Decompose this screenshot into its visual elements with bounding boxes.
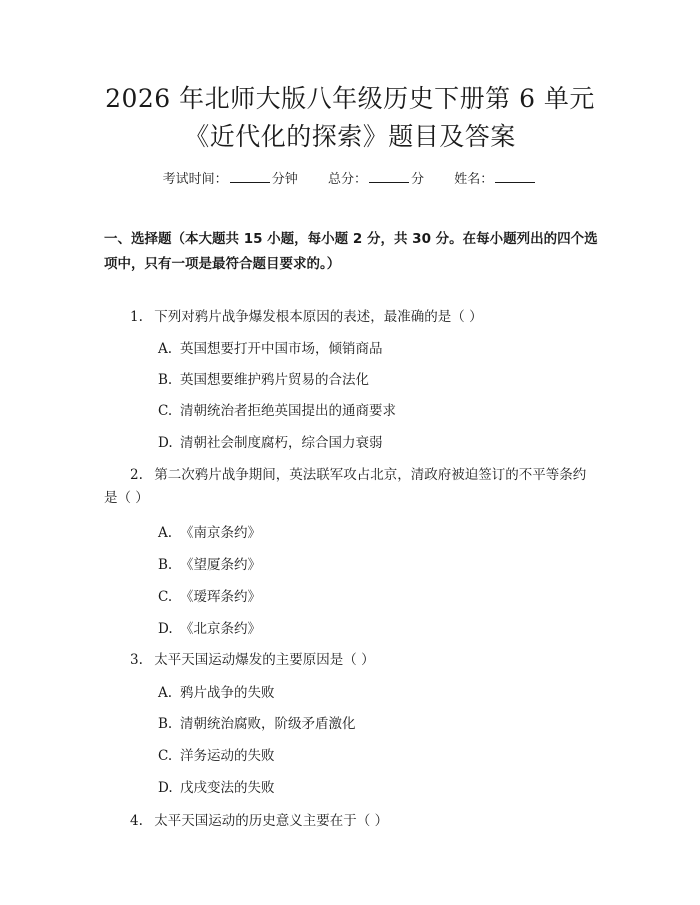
option-text: 清朝社会制度腐朽，综合国力衰弱: [180, 435, 383, 451]
option-text: 《北京条约》: [180, 621, 261, 637]
name-label: 姓名：: [454, 172, 494, 187]
option-letter: A.: [158, 341, 173, 357]
question-number: 2.: [130, 467, 143, 483]
question-3-stem: [130, 648, 600, 673]
time-blank[interactable]: [230, 168, 270, 183]
option-text: 《望厦条约》: [180, 557, 261, 573]
question-3-option-d[interactable]: [158, 776, 598, 801]
score-unit: 分: [411, 172, 425, 187]
question-1-option-d[interactable]: [158, 431, 598, 456]
option-letter: C.: [158, 748, 173, 764]
option-text: 清朝统治者拒绝英国提出的通商要求: [180, 403, 396, 419]
option-text: 《南京条约》: [180, 525, 261, 541]
exam-meta-line: [0, 168, 700, 190]
time-unit: 分钟: [271, 172, 298, 187]
option-text: 鸦片战争的失败: [180, 685, 275, 701]
question-1-option-c[interactable]: [158, 399, 598, 424]
question-4-stem: [130, 809, 600, 834]
question-text: 第二次鸦片战争期间，英法联军攻占北京，清政府被迫签订的不平等条约: [154, 467, 587, 483]
time-label: 考试时间：: [162, 172, 228, 187]
option-letter: D.: [158, 435, 173, 451]
question-text: 下列对鸦片战争爆发根本原因的表述，最准确的是（ ）: [154, 309, 483, 325]
question-2-option-b[interactable]: [158, 553, 598, 578]
option-letter: D.: [158, 780, 173, 796]
question-1-option-b[interactable]: [158, 368, 598, 393]
question-text: 太平天国运动的历史意义主要在于（ ）: [154, 813, 389, 829]
question-1-option-a[interactable]: [158, 337, 598, 362]
document-title-line-1: 2026 年北师大版八年级历史下册第 6 单元: [105, 84, 595, 113]
option-text: 英国想要维护鸦片贸易的合法化: [180, 372, 369, 388]
option-letter: C.: [158, 403, 173, 419]
question-2-stem: [130, 463, 600, 488]
option-letter: B.: [158, 557, 173, 573]
option-text: 戊戌变法的失败: [180, 780, 275, 796]
option-letter: B.: [158, 716, 173, 732]
score-blank[interactable]: [369, 168, 409, 183]
option-letter: A.: [158, 525, 173, 541]
document-title-line-2: 《近代化的探索》题目及答案: [184, 122, 516, 151]
question-1-stem: [130, 305, 600, 330]
question-number: 3.: [130, 652, 143, 668]
question-2-stem-continued: 是（ ）: [104, 490, 149, 506]
option-letter: A.: [158, 685, 173, 701]
question-2-option-c[interactable]: [158, 585, 598, 610]
section-heading: 一、选择题（本大题共 15 小题，每小题 2 分，共 30 分。在每小题列出的四个选项中，只有一项是最符合题目要求的。）: [104, 231, 598, 272]
option-letter: C.: [158, 589, 173, 605]
option-text: 洋务运动的失败: [180, 748, 275, 764]
name-blank[interactable]: [495, 168, 535, 183]
question-text: 太平天国运动爆发的主要原因是（ ）: [154, 652, 375, 668]
option-text: 清朝统治腐败，阶级矛盾激化: [180, 716, 356, 732]
question-number: 1.: [130, 309, 143, 325]
question-2-option-a[interactable]: [158, 521, 598, 546]
question-3-option-a[interactable]: [158, 681, 598, 706]
question-2-option-d[interactable]: [158, 617, 598, 642]
score-label: 总分：: [327, 172, 367, 187]
question-number: 4.: [130, 813, 143, 829]
option-text: 《瑷珲条约》: [180, 589, 261, 605]
question-3-option-c[interactable]: [158, 744, 598, 769]
question-3-option-b[interactable]: [158, 712, 598, 737]
option-text: 英国想要打开中国市场，倾销商品: [180, 341, 383, 357]
option-letter: D.: [158, 621, 173, 637]
option-letter: B.: [158, 372, 173, 388]
